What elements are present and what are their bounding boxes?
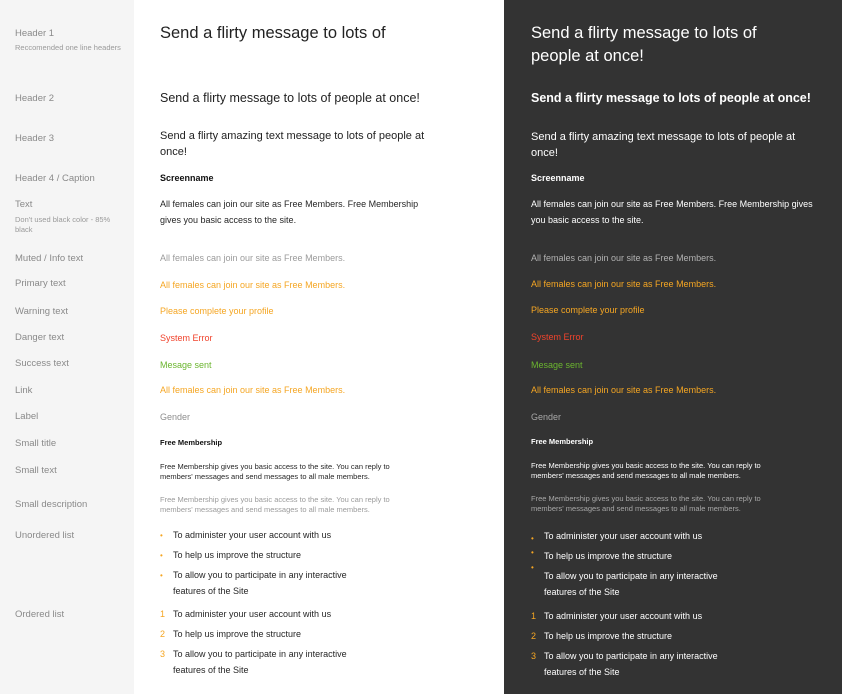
light-ordered-item-2: To help us improve the structure (173, 629, 302, 639)
dark-link[interactable]: All females can join our site as Free Members. (531, 385, 717, 395)
light-link[interactable]: All females can join our site as Free Members. (160, 385, 346, 395)
label-muted: Muted / Info text (15, 253, 84, 264)
label-danger: Danger text (15, 332, 65, 343)
dark-warning-text: Please complete your profile (531, 305, 645, 315)
label-small-description: Small description (15, 499, 88, 510)
dark-small-text: Free Membership gives you basic access to the site. You can reply to members' messages and send messages to all male members. (531, 461, 761, 480)
light-small-description: Free Membership gives you basic access to the site. You can reply to members' messages and send messages to all male members. (160, 495, 390, 514)
ordered-number-3: 3 (160, 649, 166, 659)
light-warning-text: Please complete your profile (160, 306, 274, 316)
dark-label-text: Gender (531, 412, 562, 422)
dark-success-text: Mesage sent (531, 360, 583, 370)
label-unordered-list: Unordered list (15, 530, 75, 541)
light-danger-text: System Error (160, 333, 213, 343)
label-header-3: Header 3 (15, 133, 55, 144)
label-header-1: Header 1 (15, 28, 55, 39)
dark-unordered-item-3: To allow you to participate in any interactive features of the Site (544, 571, 718, 597)
light-label-text: Gender (160, 412, 191, 422)
label-success: Success text (15, 358, 69, 369)
label-warning: Warning text (15, 306, 68, 317)
label-link: Link (15, 385, 33, 396)
dark-primary-text: All females can join our site as Free Members. (531, 279, 717, 289)
label-header-4: Header 4 / Caption (15, 173, 95, 184)
light-header-1: Send a flirty message to lots of (160, 24, 386, 42)
dark-unordered-item-1: To administer your user account with us (544, 531, 703, 541)
light-muted-text: All females can join our site as Free Members. (160, 253, 346, 263)
dark-ordered-item-1: To administer your user account with us (544, 611, 703, 621)
dark-header-3: Send a flirty amazing text message to lots of people at once! (531, 131, 796, 159)
light-primary-text: All females can join our site as Free Members. (160, 280, 346, 290)
bullet-icon: • (531, 548, 534, 557)
light-small-text: Free Membership gives you basic access to the site. You can reply to members' messages and send messages to all male members. (160, 462, 390, 481)
label-primary: Primary text (15, 278, 66, 289)
ordered-number-2: 2 (160, 629, 166, 639)
dark-body-text: All females can join our site as Free Members. Free Membership gives you basic access to the site. (531, 199, 813, 225)
label-ordered-list: Ordered list (15, 609, 65, 620)
bullet-icon: • (531, 563, 534, 572)
light-header-2: Send a flirty message to lots of people at once! (160, 91, 420, 105)
light-unordered-item-1: To administer your user account with us (173, 530, 332, 540)
dark-header-4: Screenname (531, 173, 585, 183)
bullet-icon: • (531, 534, 534, 543)
label-header-2: Header 2 (15, 93, 55, 104)
dark-ordered-item-3: To allow you to participate in any interactive features of the Site (544, 651, 718, 677)
label-header-1-note: Reccomended one line headers (15, 43, 121, 52)
ordered-number-1: 1 (160, 609, 166, 619)
label-small-text: Small text (15, 465, 57, 476)
style-label-column (0, 0, 134, 694)
dark-muted-text: All females can join our site as Free Members. (531, 253, 717, 263)
light-ordered-item-1: To administer your user account with us (173, 609, 332, 619)
light-header-4: Screenname (160, 173, 214, 183)
dark-unordered-item-2: To help us improve the structure (544, 551, 673, 561)
dark-small-title: Free Membership (531, 437, 594, 446)
light-small-title: Free Membership (160, 438, 223, 447)
light-ordered-item-3: To allow you to participate in any interactive features of the Site (173, 649, 347, 675)
light-body-text: All females can join our site as Free Members. Free Membership gives you basic access to the site. (160, 199, 419, 225)
light-success-text: Mesage sent (160, 360, 212, 370)
light-unordered-item-2: To help us improve the structure (173, 550, 302, 560)
bullet-icon: • (160, 531, 163, 540)
light-header-3: Send a flirty amazing text message to lots of people at once! (160, 130, 425, 158)
dark-header-2: Send a flirty message to lots of people at once! (531, 91, 811, 105)
light-theme-column (134, 0, 504, 694)
dark-theme-column (504, 0, 842, 694)
label-text: Text (15, 199, 33, 210)
ordered-number-3: 3 (531, 651, 537, 661)
dark-danger-text: System Error (531, 332, 584, 342)
dark-ordered-item-2: To help us improve the structure (544, 631, 673, 641)
dark-small-description: Free Membership gives you basic access to the site. You can reply to members' messages and send messages to all male members. (531, 494, 761, 513)
ordered-number-2: 2 (531, 631, 537, 641)
ordered-number-1: 1 (531, 611, 537, 621)
dark-header-1: Send a flirty message to lots of people at once! (531, 24, 757, 65)
label-text-note: Don't used black color - 85% black (15, 215, 111, 234)
light-unordered-item-3: To allow you to participate in any interactive features of the Site (173, 570, 347, 596)
bullet-icon: • (160, 571, 163, 580)
label-small-title: Small title (15, 438, 57, 449)
bullet-icon: • (160, 551, 163, 560)
label-label: Label (15, 411, 39, 422)
